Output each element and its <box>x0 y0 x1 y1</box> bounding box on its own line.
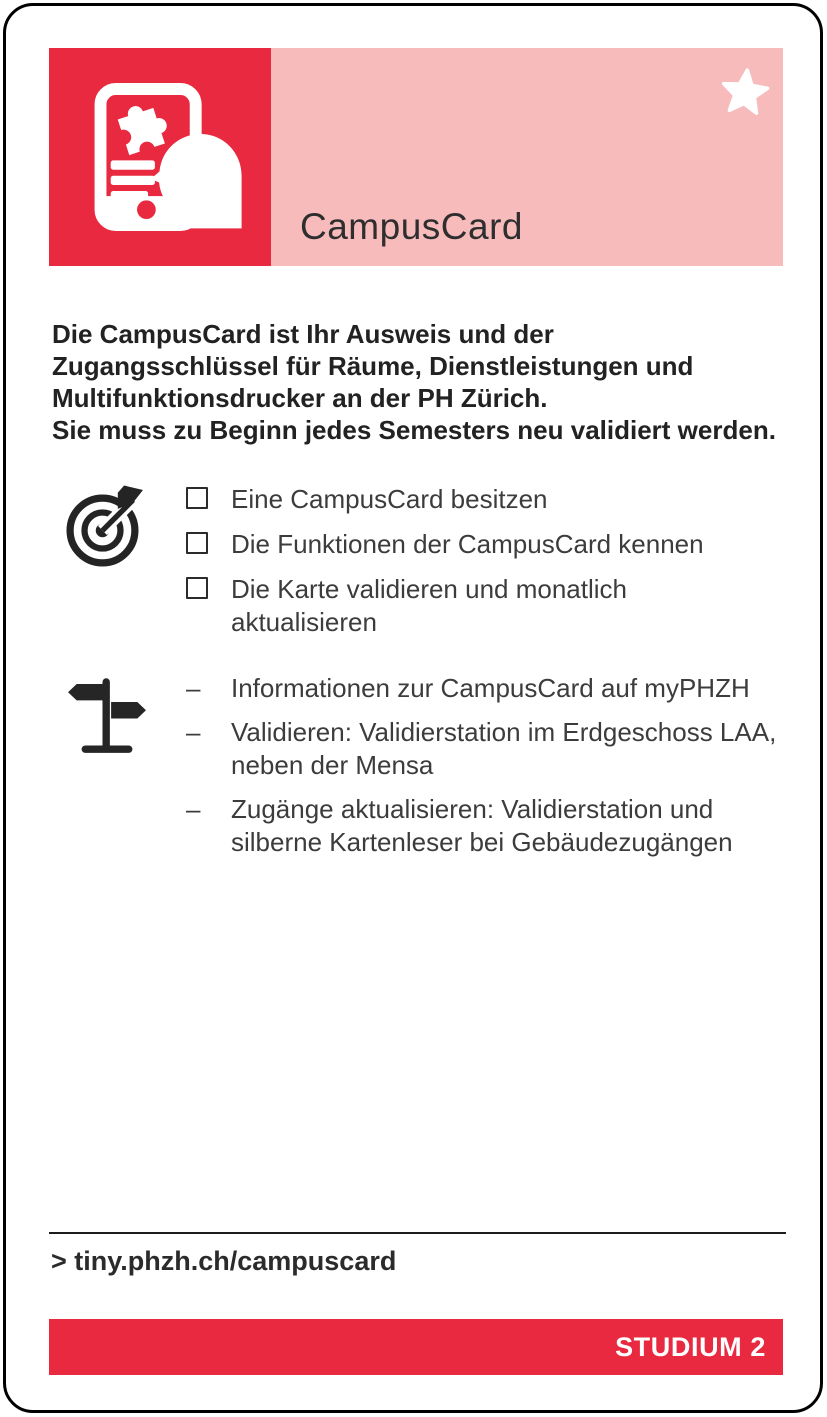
directions-list <box>186 672 781 859</box>
footer-bar <box>49 1319 783 1375</box>
dash-bullet: – <box>186 794 201 824</box>
checklist-item-label: Die Funktionen der CampusCard kennen <box>231 529 704 559</box>
campuscard-phone-head-icon <box>75 72 245 242</box>
checklist-item <box>186 483 764 517</box>
goals-checklist <box>186 483 764 639</box>
header-banner <box>271 48 783 266</box>
target-icon <box>62 480 152 572</box>
checklist-item <box>186 528 764 562</box>
checklist-item <box>186 573 764 639</box>
list-item <box>186 672 781 705</box>
page-title: CampusCard <box>300 206 523 247</box>
card-header <box>49 48 783 266</box>
list-item-label: Validieren: Validierstation im Erdgeschoss LAA, neben der Mensa <box>231 717 777 780</box>
list-item <box>186 793 781 859</box>
checklist-item-label: Eine CampusCard besitzen <box>231 484 548 514</box>
star-icon <box>719 66 771 118</box>
dash-bullet: – <box>186 717 201 747</box>
list-item <box>186 716 781 782</box>
header-icon-tile <box>49 48 271 266</box>
card <box>3 3 823 1413</box>
checkbox[interactable] <box>186 532 208 554</box>
short-url-link[interactable]: > tiny.phzh.ch/campuscard <box>51 1246 397 1276</box>
divider-line <box>49 1232 786 1234</box>
list-item-label: Informationen zur CampusCard auf myPHZH <box>231 673 750 703</box>
checkbox[interactable] <box>186 487 208 509</box>
intro-paragraph-2: Sie muss zu Beginn jedes Semesters neu validiert werden. <box>52 415 776 445</box>
checklist-item-label: Die Karte validieren und monatlich aktualisieren <box>231 574 627 637</box>
category-badge: STUDIUM 2 <box>615 1331 766 1362</box>
intro-text <box>52 318 778 446</box>
signpost-icon <box>66 674 148 758</box>
dash-bullet: – <box>186 673 201 703</box>
intro-paragraph-1: Die CampusCard ist Ihr Ausweis und der Zugangsschlüssel für Räume, Dienstleistungen und Multifunktionsdrucker an der PH Zürich. <box>52 319 694 413</box>
checkbox[interactable] <box>186 577 208 599</box>
list-item-label: Zugänge aktualisieren: Validierstation und silberne Kartenleser bei Gebäudezugängen <box>231 794 733 857</box>
